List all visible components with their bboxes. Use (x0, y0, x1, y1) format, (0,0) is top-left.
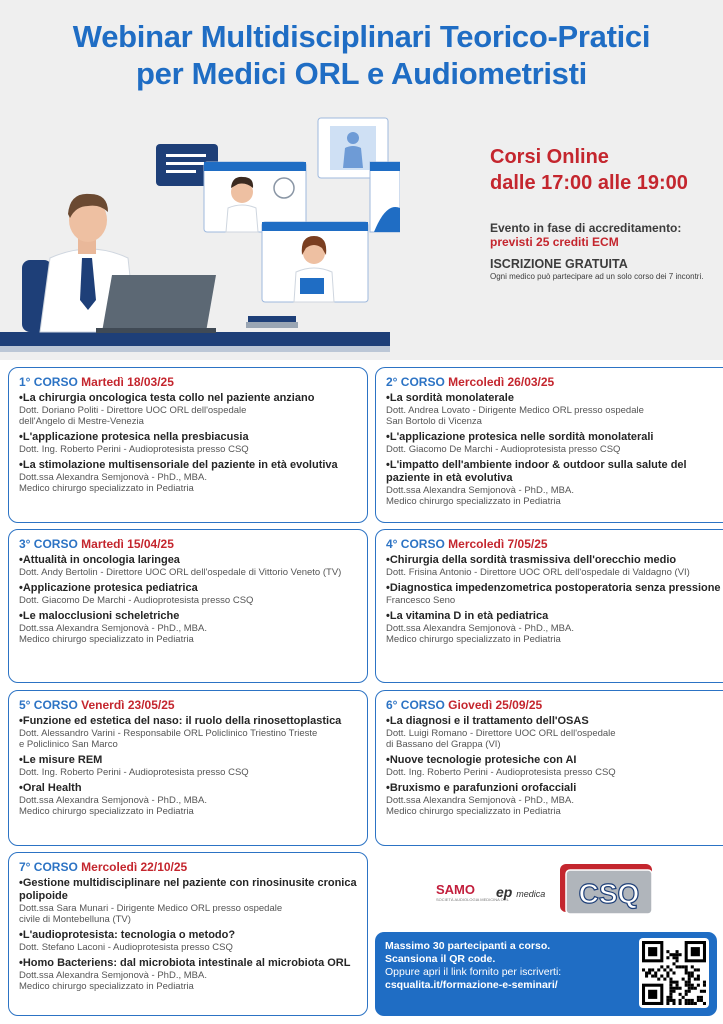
talk-item (19, 610, 357, 645)
talk-item (19, 957, 357, 992)
talk-item (19, 582, 357, 606)
talk-speaker: Dott.ssa Sara Munari - Dirigente Medico ORL presso ospedale (19, 903, 283, 914)
talk-speaker-detail: Medico chirurgo specializzato in Pediatria (386, 806, 561, 817)
talk-speaker-detail: di Bassano del Grappa (VI) (386, 739, 501, 750)
course-date: Martedì 18/03/25 (81, 375, 174, 389)
course-card-1 (8, 367, 368, 523)
talk-item (19, 715, 357, 750)
course-number: 7° CORSO (19, 860, 78, 874)
talk-title: •Gestione multidisciplinare nel paziente con rinosinusite cronica polipoide (19, 877, 357, 902)
talk-speaker: Dott. Frisina Antonio - Direttore UOC ORL dell'ospedale di Valdagno (VI) (386, 567, 690, 578)
talk-speaker: Dott. Stefano Laconi - Audioprotesista presso CSQ (19, 942, 233, 953)
course-date: Giovedì 25/09/25 (448, 698, 543, 712)
course-header (386, 537, 723, 552)
accreditation-line-2: previsti 25 crediti ECM (490, 235, 619, 249)
ep-logo-subtitle: medica (516, 889, 546, 899)
talk-item (386, 431, 723, 455)
talk-item (19, 929, 357, 953)
talk-speaker: Dott.ssa Alexandra Semjonovà - PhD., MBA. (386, 795, 574, 806)
course-card-6 (375, 690, 723, 846)
talk-title: •Homo Bacteriens: dal microbiota intestinale al microbiota ORL (19, 957, 351, 969)
samo-logo-text: SAMO (436, 882, 475, 897)
scan-qr-text: Scansiona il QR code. (385, 953, 496, 965)
talk-item (386, 754, 723, 778)
talk-speaker-detail: Medico chirurgo specializzato in Pediatria (19, 981, 194, 992)
course-card-2 (375, 367, 723, 523)
course-number: 1° CORSO (19, 375, 78, 389)
course-header (386, 698, 723, 713)
talk-title: •Bruxismo e parafunzioni orofacciali (386, 782, 577, 794)
online-schedule (490, 144, 688, 196)
csq-logo (560, 864, 658, 916)
talk-speaker: Dott.ssa Alexandra Semjonovà - PhD., MBA. (19, 970, 207, 981)
qr-code[interactable] (639, 938, 709, 1008)
title-line-1: Webinar Multidisciplinari Teorico-Pratici (72, 19, 651, 54)
talk-item (19, 754, 357, 778)
talk-title: •La vitamina D in età pediatrica (386, 610, 549, 622)
talk-title: •L'applicazione protesica nelle sordità monolaterali (386, 431, 654, 443)
ep-logo-text: ep (496, 884, 513, 900)
talk-speaker: Dott.ssa Alexandra Semjonovà - PhD., MBA. (386, 623, 574, 634)
course-number: 6° CORSO (386, 698, 445, 712)
talk-title: •Chirurgia della sordità trasmissiva dell'orecchio medio (386, 554, 677, 566)
talk-speaker: Dott. Luigi Romano - Direttore UOC ORL dell'ospedale (386, 728, 616, 739)
talk-speaker-detail: Medico chirurgo specializzato in Pediatria (386, 634, 561, 645)
talk-item (19, 782, 357, 817)
talk-speaker: Dott. Andy Bertolin - Direttore UOC ORL dell'ospedale di Vittorio Veneto (TV) (19, 567, 342, 578)
talk-item (386, 782, 723, 817)
open-link-text: Oppure apri il link fornito per iscriverti: (385, 966, 562, 978)
talk-item (386, 610, 723, 645)
talk-title: •Diagnostica impedenzometrica postoperatoria senza pressione (386, 582, 721, 594)
talk-item (19, 554, 357, 578)
course-header (19, 698, 357, 713)
talk-item (386, 715, 723, 750)
course-header (19, 860, 357, 875)
talk-speaker: Dott. Giacomo De Marchi - Audioprotesista presso CSQ (19, 595, 254, 606)
course-card-7 (8, 852, 368, 1016)
talk-title: •Le malocclusioni scheletriche (19, 610, 180, 622)
talk-speaker-detail: Medico chirurgo specializzato in Pediatria (19, 634, 194, 645)
talk-speaker: Dott. Doriano Politi - Direttore UOC ORL dell'ospedale (19, 405, 247, 416)
max-participants: Massimo 30 partecipanti a corso. (385, 940, 551, 952)
free-registration-note: Ogni medico può partecipare ad un solo corso dei 7 incontri. (490, 272, 704, 281)
talk-title: •La stimolazione multisensoriale del paziente in età evolutiva (19, 459, 338, 471)
talk-title: •La sordità monolaterale (386, 392, 514, 404)
registration-link[interactable]: csqualita.it/formazione-e-seminari/ (385, 979, 558, 991)
online-line-2: dalle 17:00 alle 19:00 (490, 172, 688, 194)
talk-title: •Applicazione protesica pediatrica (19, 582, 198, 594)
telemedicine-illustration (0, 110, 400, 360)
talk-item (386, 582, 723, 606)
course-card-5 (8, 690, 368, 846)
talk-title: •Funzione ed estetica del naso: il ruolo della rinosettoplastica (19, 715, 342, 727)
talk-speaker: Dott. Giacomo De Marchi - Audioprotesista presso CSQ (386, 444, 621, 455)
free-registration-title: ISCRIZIONE GRATUITA (490, 257, 628, 271)
talk-speaker: Dott. Alessandro Varini - Responsabile ORL Policlinico Triestino Trieste (19, 728, 318, 739)
talk-title: •L'impatto dell'ambiente indoor & outdoor sulla salute del paziente in età evolutiva (386, 459, 687, 484)
talk-speaker: Dott. Ing. Roberto Perini - Audioprotesista presso CSQ (19, 767, 249, 778)
talk-speaker-detail: San Bortolo di Vicenza (386, 416, 482, 427)
course-date: Venerdì 23/05/25 (81, 698, 175, 712)
registration-info (375, 932, 717, 1016)
talk-title: •L'applicazione protesica nella presbiacusia (19, 431, 249, 443)
talk-speaker: Dott. Ing. Roberto Perini - Audioprotesista presso CSQ (386, 767, 616, 778)
talk-item (19, 431, 357, 455)
talk-speaker: Dott.ssa Alexandra Semjonovà - PhD., MBA. (19, 472, 207, 483)
talk-speaker-detail: Medico chirurgo specializzato in Pediatria (386, 496, 561, 507)
talk-title: •Nuove tecnologie protesiche con AI (386, 754, 577, 766)
page-title (0, 18, 723, 92)
course-card-4 (375, 529, 723, 683)
title-line-2: per Medici ORL e Audiometristi (136, 56, 587, 91)
course-header (386, 375, 723, 390)
talk-speaker-detail: dell'Angelo di Mestre-Venezia (19, 416, 144, 427)
course-date: Martedì 15/04/25 (81, 537, 174, 551)
hero-section (0, 0, 723, 360)
course-date: Mercoledì 26/03/25 (448, 375, 555, 389)
talk-item (386, 459, 723, 507)
talk-speaker: Dott. Ing. Roberto Perini - Audioprotesista presso CSQ (19, 444, 249, 455)
course-number: 2° CORSO (386, 375, 445, 389)
talk-item (386, 554, 723, 578)
course-date: Mercoledì 22/10/25 (81, 860, 188, 874)
samo-logo-subtitle: SOCIETÀ AUDIOLOGIA MEDICINA ORL (436, 897, 509, 902)
ep-medica-logo (496, 884, 545, 900)
accreditation-note (490, 221, 681, 249)
talk-speaker: Dott.ssa Alexandra Semjonovà - PhD., MBA. (19, 795, 207, 806)
qr-code-image (642, 941, 706, 1005)
course-number: 3° CORSO (19, 537, 78, 551)
course-number: 5° CORSO (19, 698, 78, 712)
talk-speaker-detail: civile di Montebelluna (TV) (19, 914, 131, 925)
talk-speaker: Dott.ssa Alexandra Semjonovà - PhD., MBA. (386, 485, 574, 496)
talk-title: •La diagnosi e il trattamento dell'OSAS (386, 715, 589, 727)
online-line-1: Corsi Online (490, 146, 609, 168)
course-header (19, 375, 357, 390)
talk-speaker-detail: Medico chirurgo specializzato in Pediatria (19, 806, 194, 817)
talk-title: •Le misure REM (19, 754, 103, 766)
talk-item (19, 877, 357, 925)
talk-item (386, 392, 723, 427)
sponsor-logos (430, 858, 700, 928)
talk-title: •Attualità in oncologia laringea (19, 554, 180, 566)
csq-logo-text: CSQ (578, 878, 640, 909)
accreditation-line-1: Evento in fase di accreditamento: (490, 221, 682, 235)
talk-speaker-detail: e Policlinico San Marco (19, 739, 118, 750)
course-header (19, 537, 357, 552)
talk-title: •Oral Health (19, 782, 82, 794)
talk-speaker-detail: Medico chirurgo specializzato in Pediatria (19, 483, 194, 494)
course-number: 4° CORSO (386, 537, 445, 551)
talk-title: •L'audioprotesista: tecnologia o metodo? (19, 929, 236, 941)
talk-item (19, 392, 357, 427)
talk-speaker: Dott.ssa Alexandra Semjonovà - PhD., MBA. (19, 623, 207, 634)
talk-speaker: Dott. Andrea Lovato - Dirigente Medico ORL presso ospedale (386, 405, 644, 416)
course-card-3 (8, 529, 368, 683)
talk-speaker: Francesco Seno (386, 595, 456, 606)
free-registration (490, 257, 703, 281)
course-date: Mercoledì 7/05/25 (448, 537, 548, 551)
talk-title: •La chirurgia oncologica testa collo nel paziente anziano (19, 392, 315, 404)
talk-item (19, 459, 357, 494)
